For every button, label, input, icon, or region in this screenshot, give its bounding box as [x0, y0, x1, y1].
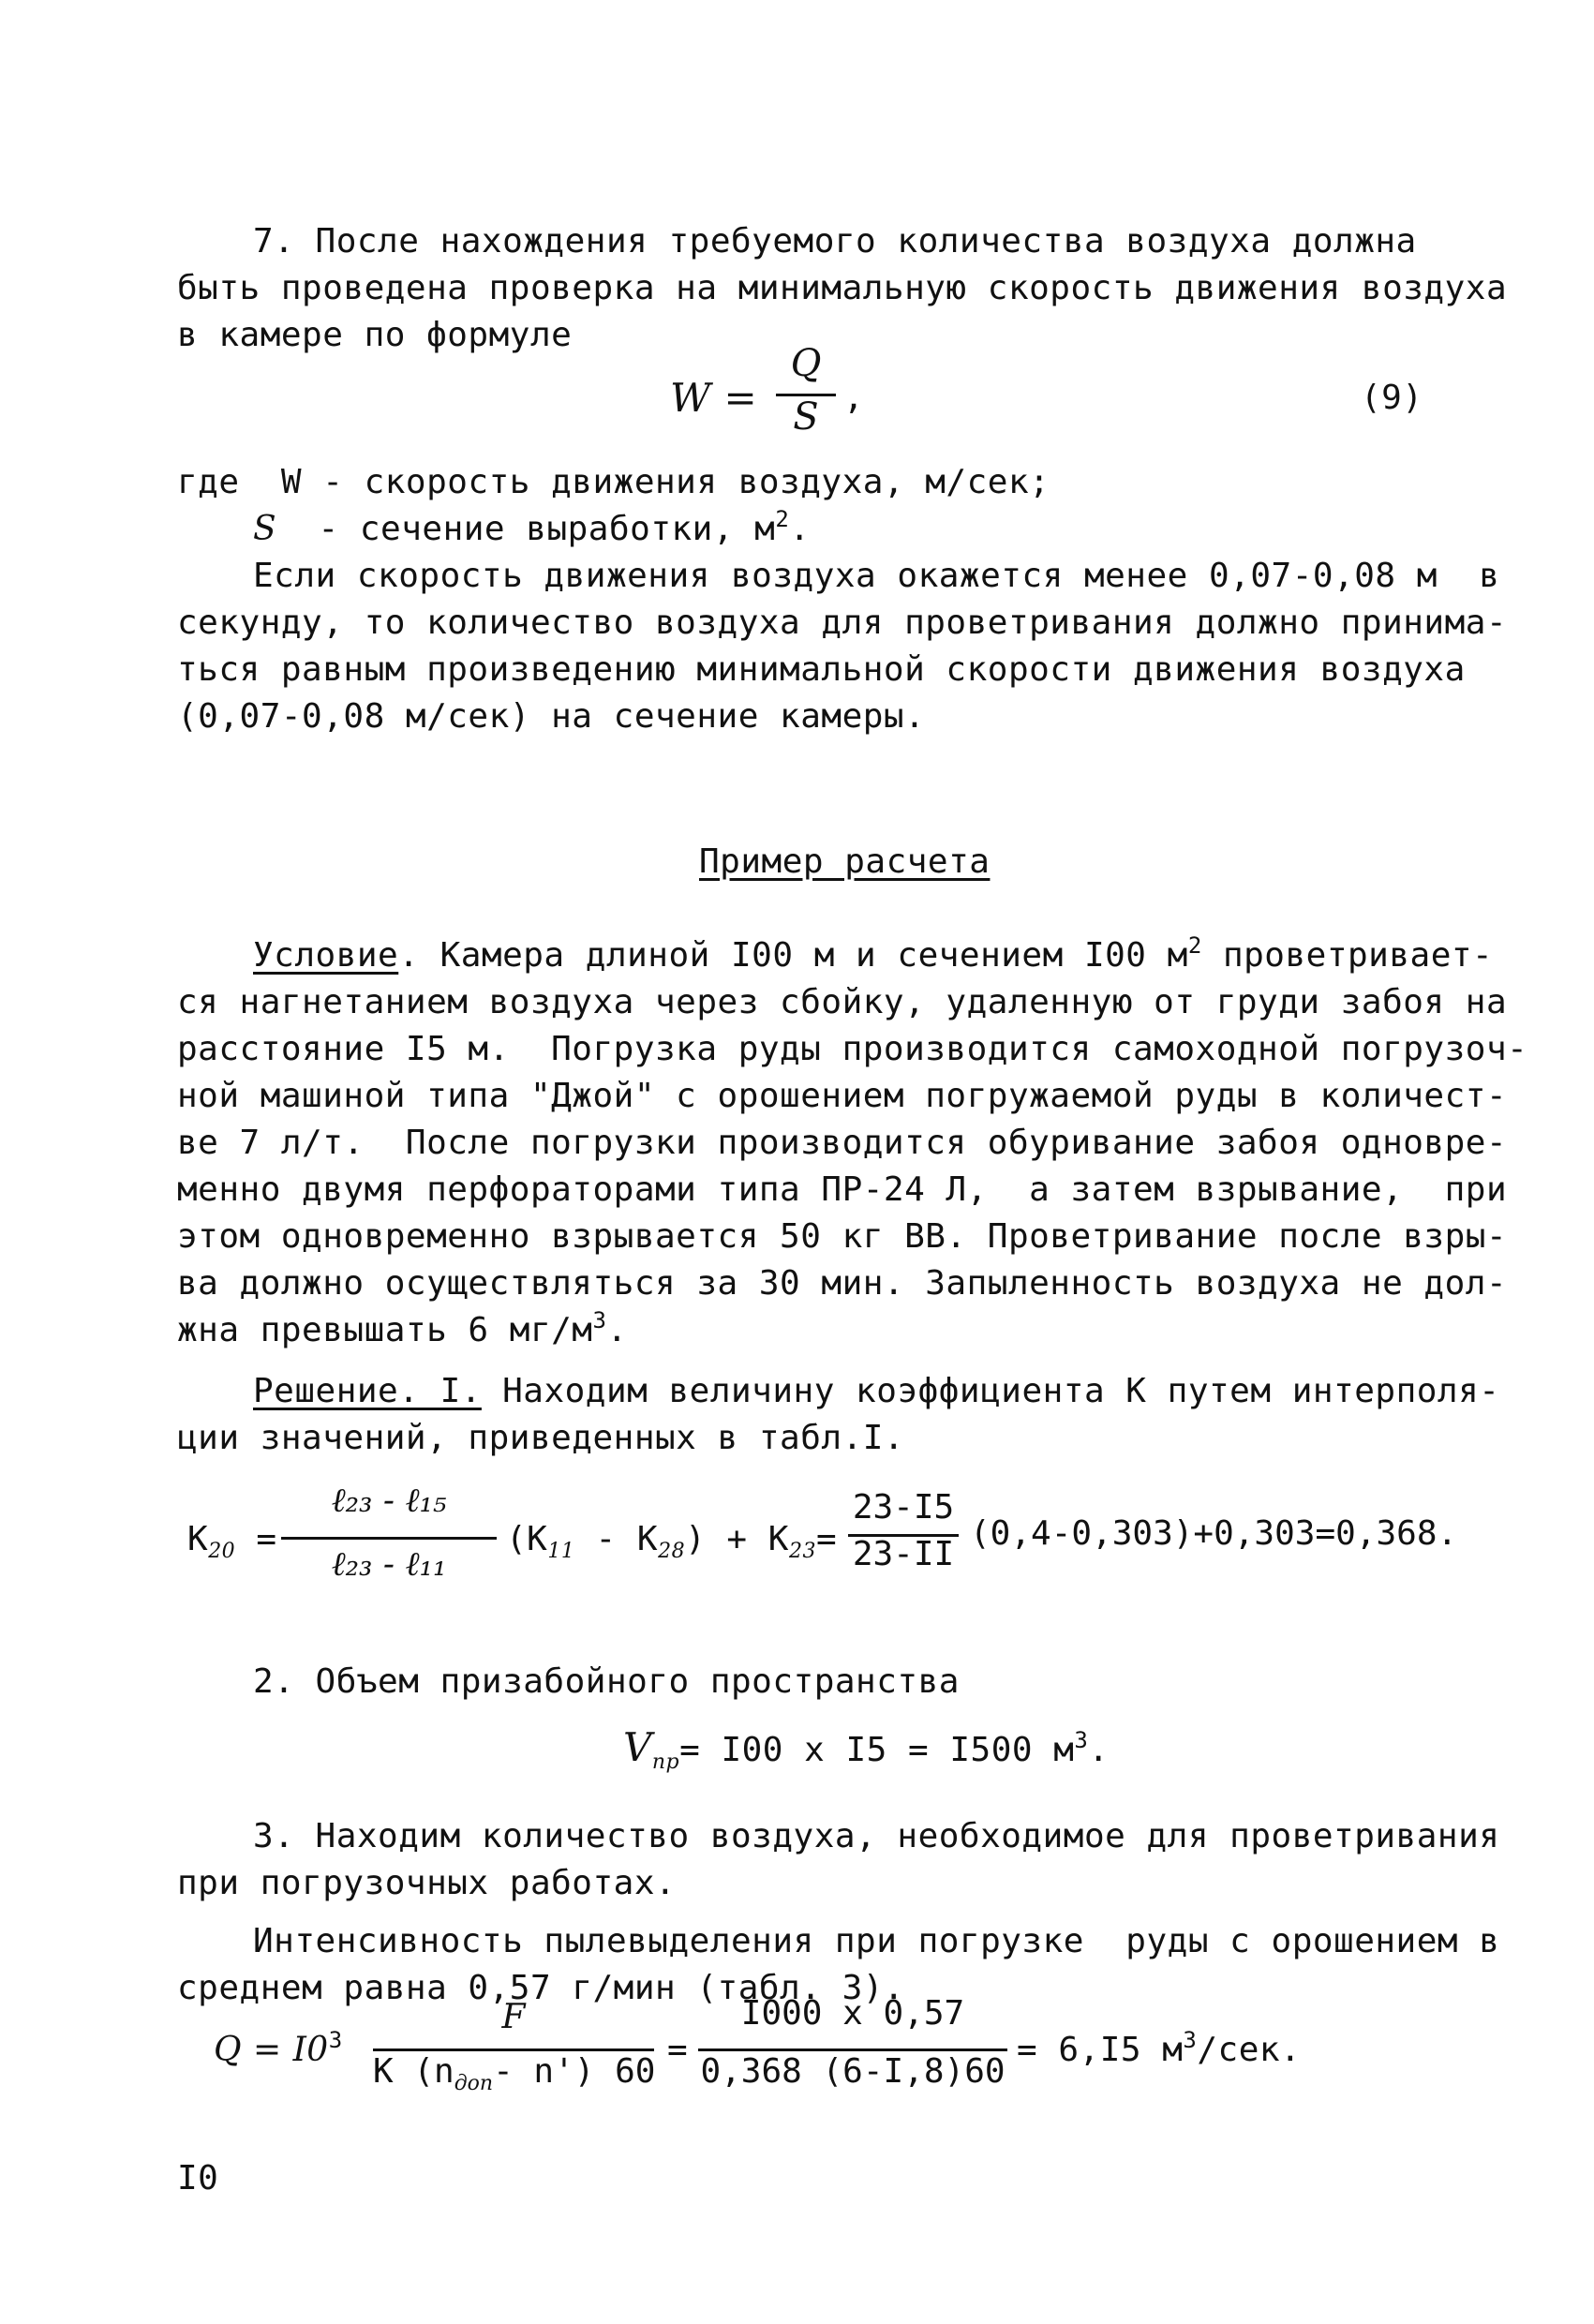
paragraph-line: этом одновременно взрывается 50 кг ВВ. Проветривание после взры- — [177, 1217, 1508, 1256]
k20-symbol: $K_{20}$ = — [187, 1520, 277, 1563]
paragraph-line: ва должно осуществляться за 30 мин. Запыленность воздуха не дол- — [177, 1264, 1508, 1303]
paragraph-line: расстояние I5 м. Погрузка руды производится самоходной погрузоч- — [177, 1030, 1528, 1068]
condition-label: Условие — [253, 936, 399, 975]
k-denominator-2: 23-II — [852, 1535, 955, 1573]
paragraph-line: быть проведена проверка на минимальную скорость движения воздуха — [177, 269, 1508, 307]
page-number: I0 — [177, 2159, 219, 2197]
paragraph-line: ве 7 л/т. После погрузки производится обуривание забоя одновре- — [177, 1124, 1508, 1162]
k-middle: $(K_{11} - K_{28}) + K_{23}=$ — [506, 1520, 838, 1563]
equation-number: (9) — [1361, 379, 1423, 417]
k-numerator: ℓ₂₃ - ℓ₁₅ — [331, 1482, 447, 1520]
q-denominator-2: 0,368 (6-I,8)60 — [700, 2052, 1006, 2091]
formula-w-trail: , — [843, 379, 865, 417]
paragraph-line: 7. После нахождения требуемого количества воздуха должна — [253, 222, 1417, 261]
formula-v: $V_{пр}= I00$ x I5 = I500 $м^3$. — [623, 1724, 1110, 1774]
step-2-line: 2. Объем призабойного пространства — [253, 1662, 960, 1701]
k-denominator: ℓ₂₃ - ℓ₁₁ — [331, 1545, 447, 1584]
paragraph-line: ной машиной типа "Джой" с орошением погружаемой руды в количест- — [177, 1077, 1508, 1115]
q-result: = 6,I5 $м^3$/сек. — [1017, 2027, 1302, 2069]
example-heading: Пример расчета — [699, 842, 991, 881]
paragraph-line: менно двумя перфораторами типа ПР-24 Л, а затем взрывание, при — [177, 1170, 1508, 1209]
symbol-s: S — [253, 510, 277, 548]
formula-w-numerator: Q — [790, 342, 822, 385]
paragraph-line: ции значений, приведенных в табл.I. — [177, 1419, 905, 1457]
q-numerator-2: I000 x 0,57 — [740, 1994, 965, 2033]
fraction-bar — [281, 1537, 497, 1540]
condition-last-line: жна превышать 6 $мг/м^3$. — [177, 1307, 628, 1349]
fraction-bar — [373, 2048, 654, 2051]
solution-label: Решение. I. — [253, 1372, 482, 1410]
paragraph-line: ться равным произведению минимальной скорости движения воздуха — [177, 650, 1466, 689]
paragraph-line: среднем равна 0,57 г/мин (табл. 3). — [177, 1969, 905, 2007]
q-numerator-1: F — [501, 1998, 526, 2036]
paragraph-line: в камере по формуле — [177, 316, 573, 354]
q-lhs: $Q = I0^3$ — [214, 2027, 343, 2069]
solution-first-line: Решение. I. Находим величину коэффициента К путем интерполя- — [253, 1372, 1500, 1410]
fraction-bar — [698, 2048, 1007, 2051]
paragraph-line: 3. Находим количество воздуха, необходимое для проветривания — [253, 1817, 1500, 1855]
where-w-line: где W - скорость движения воздуха, м/сек; — [177, 463, 1050, 501]
paragraph-line: при погрузочных работах. — [177, 1864, 677, 1902]
formula-w-lhs: W = — [670, 375, 758, 421]
condition-first-line: Условие. Камера длиной I00 м и сечением I00 $м^2$ проветривает- — [253, 932, 1494, 975]
q-denominator-1: К ($n_{доп}-$ n') 60 — [373, 2052, 656, 2095]
formula-w-denominator: S — [793, 395, 819, 439]
paragraph-line: Интенсивность пылевыделения при погрузке руды с орошением в — [253, 1922, 1500, 1960]
paragraph-line: (0,07-0,08 м/сек) на сечение камеры. — [177, 697, 926, 736]
k-numerator-2: 23-I5 — [852, 1488, 955, 1527]
paragraph-line: ся нагнетанием воздуха через сбойку, удаленную от груди забоя на — [177, 983, 1508, 1021]
paragraph-line: секунду, то количество воздуха для проветривания должно принима- — [177, 603, 1508, 642]
paragraph-line: Если скорость движения воздуха окажется менее 0,07-0,08 м в — [253, 557, 1500, 595]
where-s-line: S - сечение выработки, $м^2$. — [253, 506, 811, 548]
q-equals: = — [667, 2031, 689, 2069]
k-tail: (0,4-0,303)+0,303=0,368. — [970, 1514, 1458, 1553]
